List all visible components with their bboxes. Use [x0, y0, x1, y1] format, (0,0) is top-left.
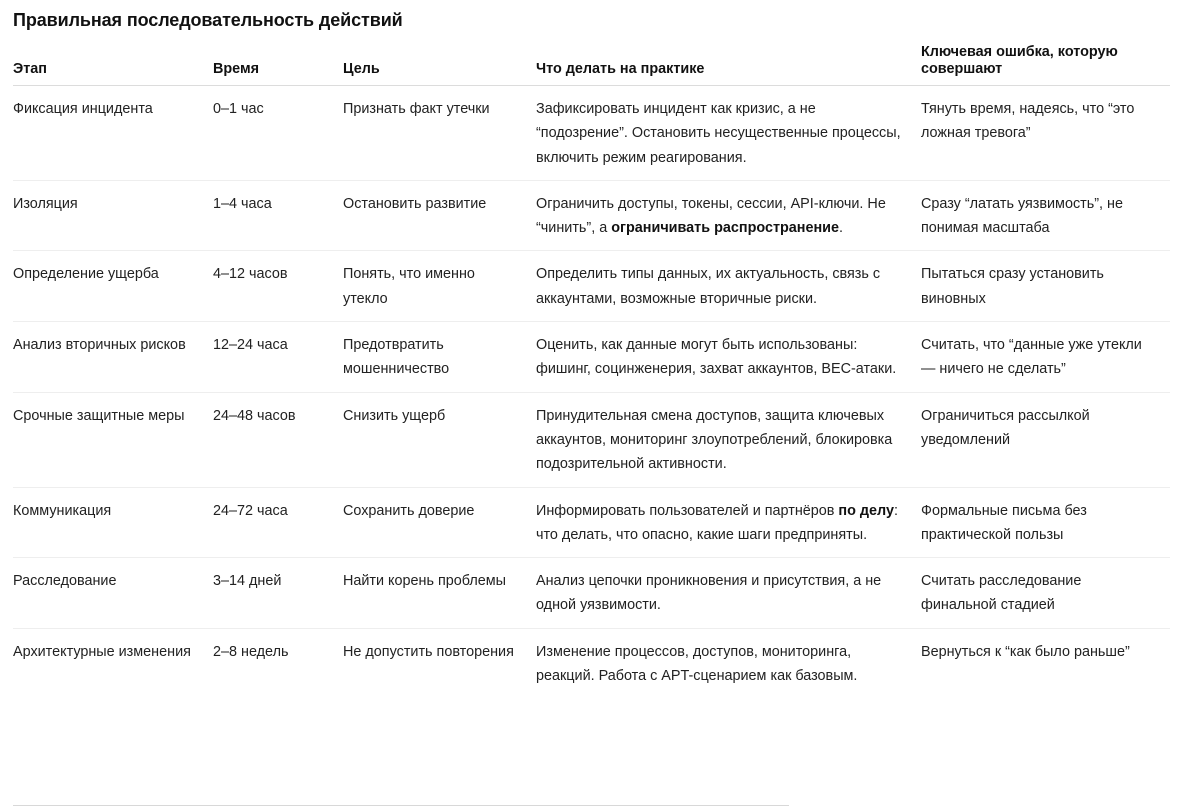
cell-time: 4–12 часов — [213, 251, 343, 322]
cell-goal: Признать факт утечки — [343, 86, 536, 181]
table-row — [13, 558, 1170, 629]
cell-goal: Остановить развитие — [343, 180, 536, 251]
cell-action — [536, 628, 921, 698]
action-text: Оценить, как данные могут быть использованы: фишинг, социнженерия, захват аккаунтов, BEC-атаки. — [536, 337, 897, 378]
table-row — [13, 180, 1170, 251]
table-row — [13, 487, 1170, 558]
header-goal: Цель — [343, 44, 536, 86]
cell-goal: Не допустить повторения — [343, 643, 514, 660]
cell-goal: Сохранить доверие — [343, 487, 536, 558]
cell-mistake: Пытаться сразу установить виновных — [921, 251, 1170, 322]
header-mistake: Ключевая ошибка, которую совершают — [921, 44, 1170, 86]
cell-stage: Изоляция — [13, 180, 213, 251]
table-row — [13, 628, 1170, 698]
cell-mistake: Сразу “латать уязвимость”, не понимая масштаба — [921, 180, 1170, 251]
header-stage: Этап — [13, 44, 213, 86]
cell-mistake: Тянуть время, надеясь, что “это ложная тревога” — [921, 86, 1170, 181]
cell-stage: Коммуникация — [13, 487, 213, 558]
cell-time: 24–72 часа — [213, 487, 343, 558]
cell-goal: Понять, что именно утекло — [343, 251, 536, 322]
cell-action — [536, 322, 921, 393]
cell-time: 3–14 дней — [213, 558, 343, 629]
cell-time: 12–24 часа — [213, 322, 343, 393]
header-row — [13, 44, 1170, 86]
table-row — [13, 392, 1170, 487]
table-row — [13, 251, 1170, 322]
page-title: Правильная последовательность действий — [13, 10, 403, 30]
cell-mistake: Ограничиться рассылкой уведомлений — [921, 392, 1170, 487]
cell-action — [536, 251, 921, 322]
action-text: . — [839, 220, 844, 237]
cell-stage: Фиксация инцидента — [13, 86, 213, 181]
action-text: Определить типы данных, их актуальность, связь с аккаунтами, возможные вторичные риски. — [536, 266, 881, 307]
action-sequence-table — [13, 44, 1170, 698]
table-row — [13, 86, 1170, 181]
action-text: Анализ цепочки проникновения и присутствия, а не одной уязвимости. — [536, 573, 882, 614]
cell-mistake: Считать, что “данные уже утекли — ничего не сделать” — [921, 322, 1170, 393]
cell-time: 2–8 недель — [213, 643, 289, 660]
cell-action — [536, 392, 921, 487]
cell-mistake: Формальные письма без практической пользы — [921, 487, 1170, 558]
cell-mistake: Вернуться к “как было раньше” — [921, 643, 1130, 660]
cell-time: 1–4 часа — [213, 180, 343, 251]
action-text: : что делать, что опасно, какие шаги предприняты. — [536, 502, 898, 543]
cell-time: 0–1 час — [213, 86, 343, 181]
cell-action — [536, 558, 921, 629]
bottom-divider — [13, 805, 789, 806]
cell-stage: Определение ущерба — [13, 251, 213, 322]
cell-time: 24–48 часов — [213, 392, 343, 487]
table-row — [13, 322, 1170, 393]
cell-stage: Анализ вторичных рисков — [13, 322, 213, 393]
cell-goal: Снизить ущерб — [343, 392, 536, 487]
cell-action — [536, 487, 921, 558]
action-text: Изменение процессов, доступов, мониторинга, реакций. Работа с APT-сценарием как базовым. — [536, 643, 858, 685]
action-text: Ограничить доступы, токены, сессии, API-ключи. Не “чинить”, а — [536, 195, 886, 237]
cell-goal: Предотвратить мошенничество — [343, 322, 536, 393]
cell-action — [536, 180, 921, 251]
cell-action — [536, 86, 921, 181]
table-header — [13, 44, 1170, 86]
header-time: Время — [213, 44, 343, 86]
action-text: Информировать пользователей и партнёров — [536, 502, 839, 519]
action-text: Зафиксировать инцидент как кризис, а не “подозрение”. Остановить несущественные процессы, включить режим реагирования. — [536, 101, 901, 166]
cell-stage: Архитектурные изменения — [13, 643, 191, 660]
table-body — [13, 86, 1170, 699]
cell-stage: Расследование — [13, 558, 213, 629]
cell-mistake: Считать расследование финальной стадией — [921, 558, 1170, 629]
emphasis-text: по делу — [838, 502, 894, 519]
header-action: Что делать на практике — [536, 44, 921, 86]
action-text: Принудительная смена доступов, защита ключевых аккаунтов, мониторинг злоупотреблений, блокировка подозрительной активности. — [536, 407, 893, 473]
cell-stage: Срочные защитные меры — [13, 392, 213, 487]
cell-goal: Найти корень проблемы — [343, 558, 536, 629]
emphasis-text: ограничивать распространение — [611, 220, 840, 237]
